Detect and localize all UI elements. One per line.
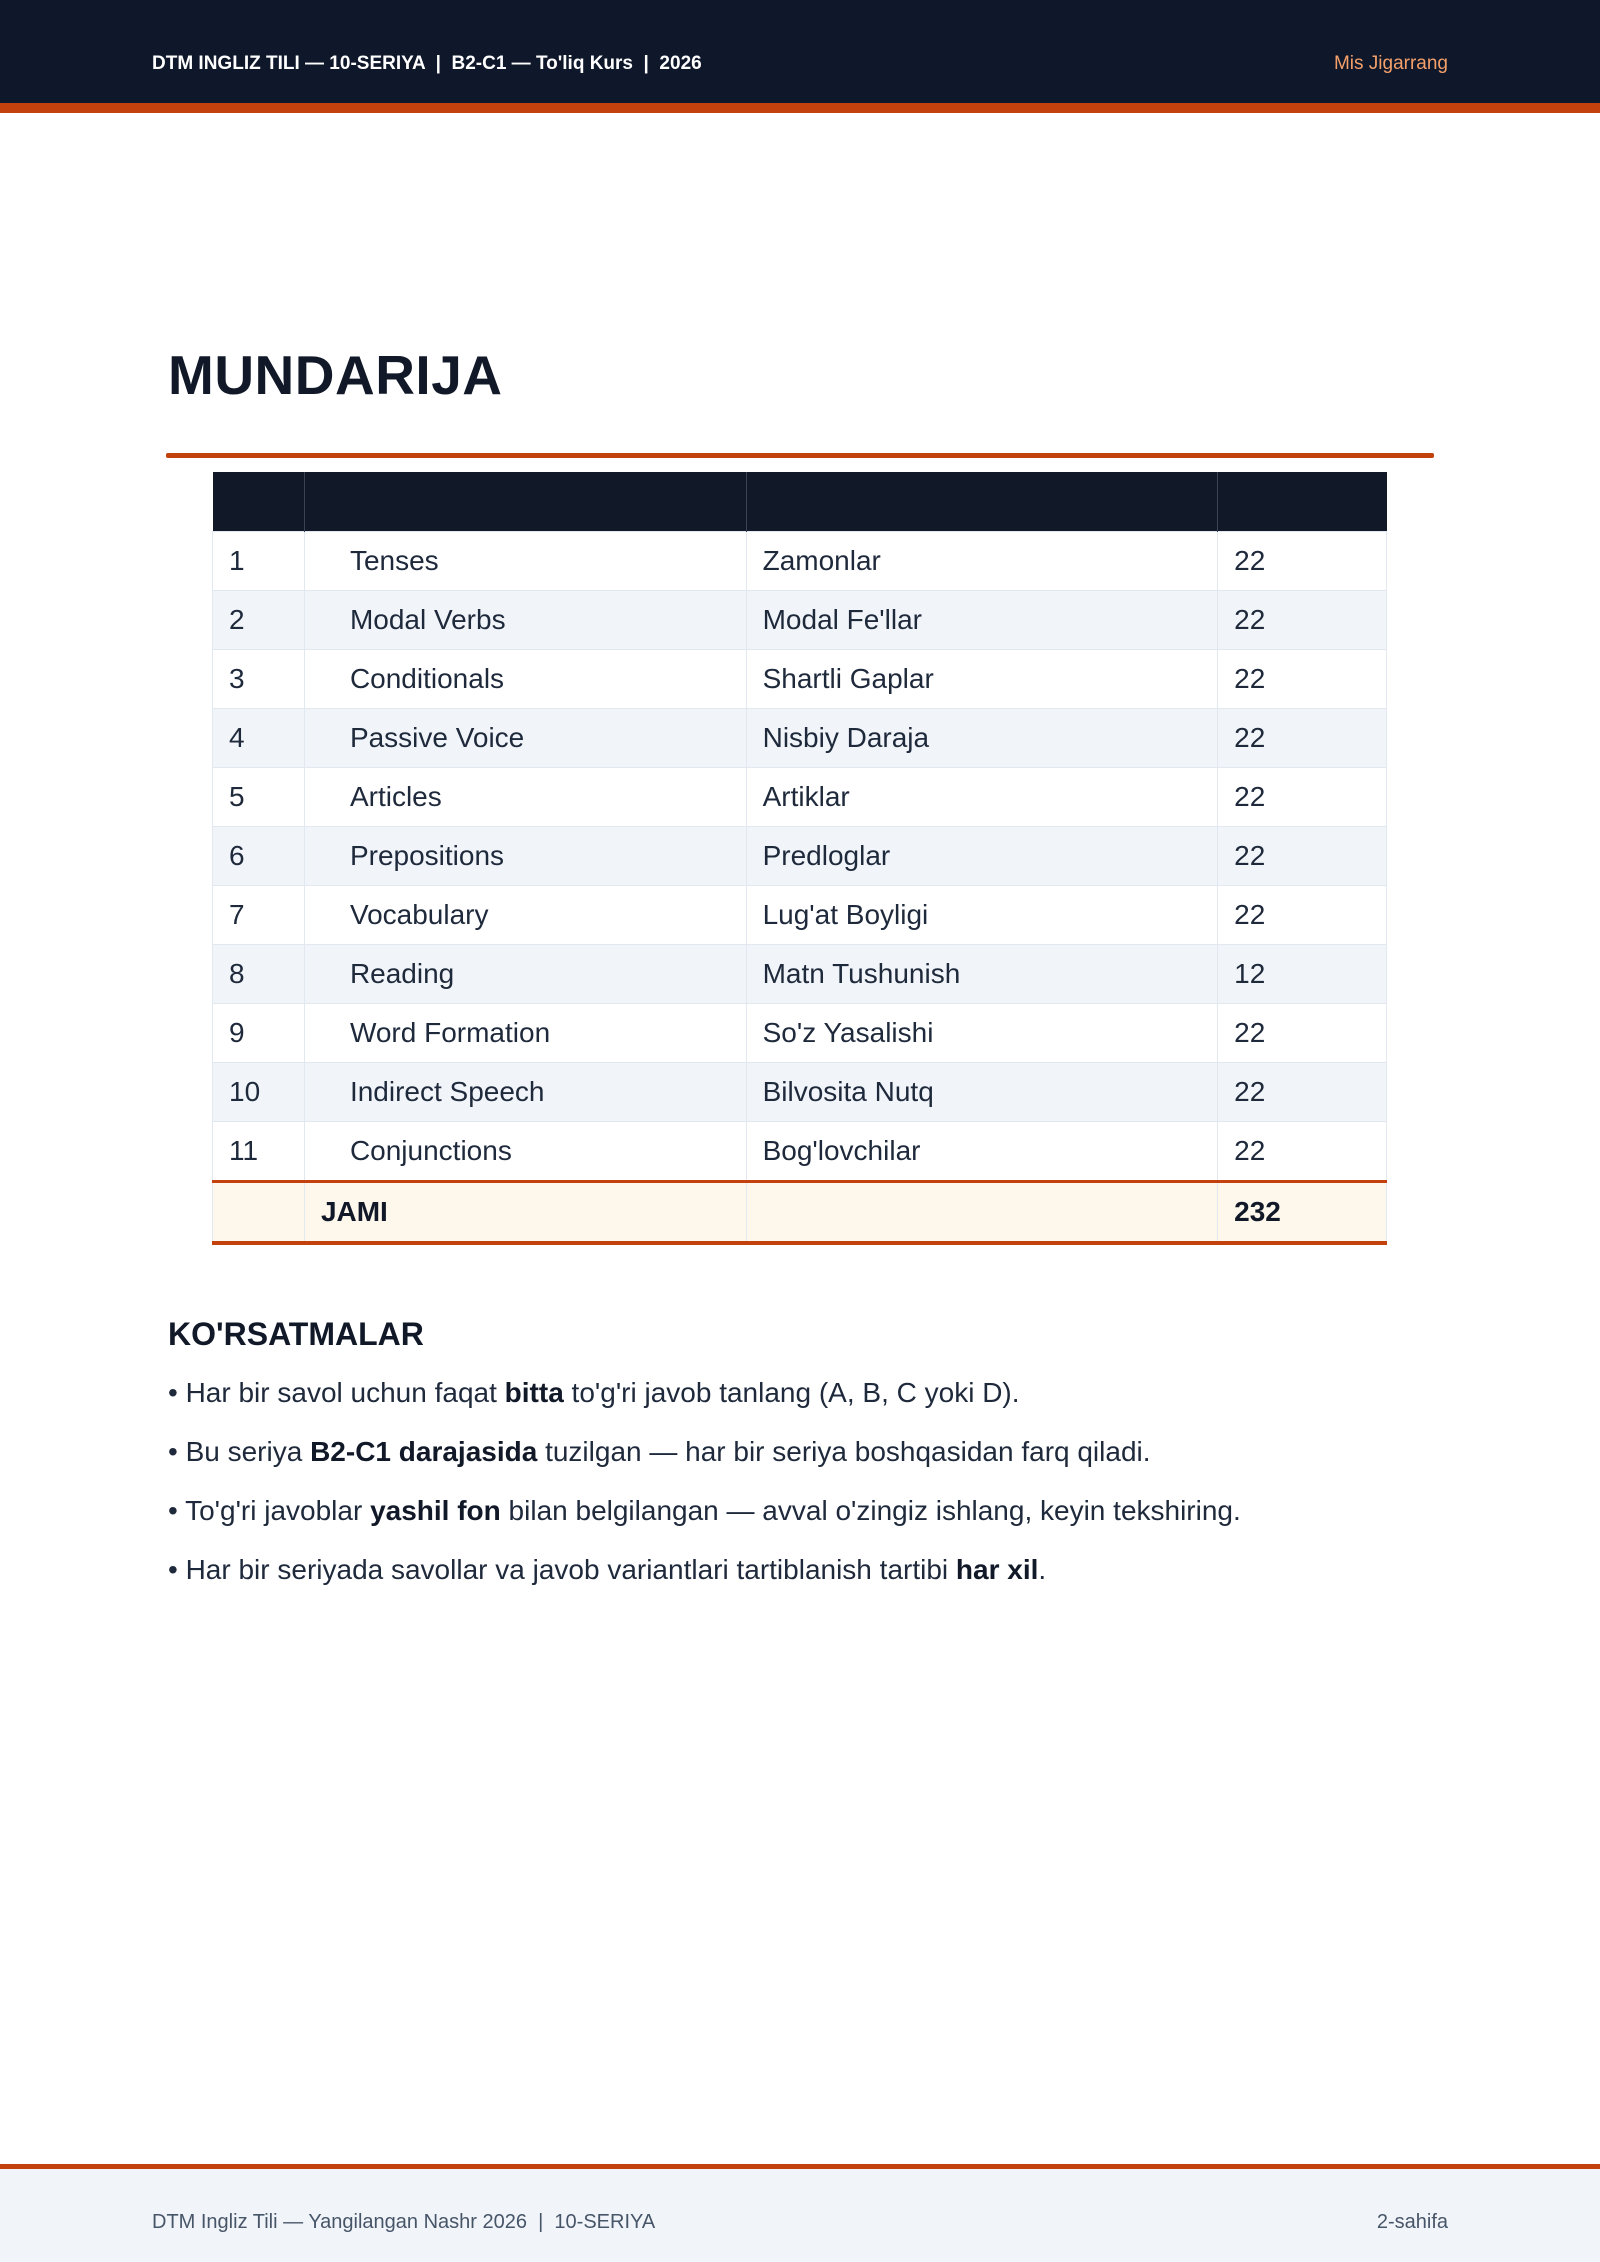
- instructions-list: [168, 1374, 1241, 1610]
- instruction-text: • Har bir savol uchun faqat: [168, 1377, 505, 1408]
- row-question-count: 22: [1218, 709, 1387, 768]
- row-topic: Tenses: [304, 532, 746, 591]
- instruction-text: • To'g'ri javoblar: [168, 1495, 371, 1526]
- table-row: [213, 886, 1387, 945]
- table-row: [213, 945, 1387, 1004]
- table-row: [213, 591, 1387, 650]
- table-row: [213, 1063, 1387, 1122]
- instruction-text: • Har bir seriyada savollar va javob variantlari tartiblanish tartibi: [168, 1554, 956, 1585]
- instruction-emphasis: B2-C1 darajasida: [310, 1436, 538, 1467]
- row-number: 6: [213, 827, 305, 886]
- row-number: 8: [213, 945, 305, 1004]
- table-row: [213, 768, 1387, 827]
- total-count: 232: [1218, 1182, 1387, 1244]
- total-empty-cell: [746, 1182, 1218, 1244]
- row-number: 5: [213, 768, 305, 827]
- row-question-count: 22: [1218, 532, 1387, 591]
- table-header-row: [213, 472, 1387, 532]
- page-number: 2-sahifa: [1376, 2211, 1448, 2233]
- row-question-count: 22: [1218, 886, 1387, 945]
- table-row: [213, 1122, 1387, 1182]
- table-row: [213, 709, 1387, 768]
- table-header-cell: [213, 472, 305, 532]
- row-topic-uz: Bilvosita Nutq: [746, 1063, 1218, 1122]
- instruction-item: [168, 1492, 1241, 1551]
- row-number: 3: [213, 650, 305, 709]
- table-header-cell: [304, 472, 746, 532]
- table-row: [213, 1004, 1387, 1063]
- total-empty-cell: [213, 1182, 305, 1244]
- instruction-text: • Bu seriya: [168, 1436, 311, 1467]
- row-question-count: 22: [1218, 827, 1387, 886]
- row-topic: Prepositions: [304, 827, 746, 886]
- row-topic: Conditionals: [304, 650, 746, 709]
- row-topic: Word Formation: [304, 1004, 746, 1063]
- instruction-text: tuzilgan — har bir seriya boshqasidan farq qiladi.: [537, 1436, 1151, 1467]
- table-header-cell: [746, 472, 1218, 532]
- row-question-count: 22: [1218, 591, 1387, 650]
- row-topic-uz: Shartli Gaplar: [746, 650, 1218, 709]
- row-topic: Conjunctions: [304, 1122, 746, 1182]
- row-question-count: 22: [1218, 768, 1387, 827]
- total-label: JAMI: [304, 1182, 746, 1244]
- row-topic-uz: Modal Fe'llar: [746, 591, 1218, 650]
- row-question-count: 12: [1218, 945, 1387, 1004]
- row-topic: Reading: [304, 945, 746, 1004]
- row-topic: Vocabulary: [304, 886, 746, 945]
- row-topic: Modal Verbs: [304, 591, 746, 650]
- instruction-item: [168, 1433, 1241, 1492]
- row-number: 1: [213, 532, 305, 591]
- page-header: [0, 0, 1600, 103]
- row-topic-uz: Nisbiy Daraja: [746, 709, 1218, 768]
- row-number: 2: [213, 591, 305, 650]
- row-topic-uz: Bog'lovchilar: [746, 1122, 1218, 1182]
- instruction-text: .: [1038, 1554, 1047, 1585]
- header-accent-stripe: [0, 103, 1600, 113]
- table-header-cell: [1218, 472, 1387, 532]
- table-row: [213, 650, 1387, 709]
- row-topic-uz: Zamonlar: [746, 532, 1218, 591]
- instruction-item: [168, 1551, 1241, 1610]
- row-number: 4: [213, 709, 305, 768]
- footer-edition: DTM Ingliz Tili — Yangilangan Nashr 2026 | 10-SERIYA: [152, 2211, 656, 2233]
- table-total-row: [213, 1182, 1387, 1244]
- row-topic: Passive Voice: [304, 709, 746, 768]
- header-title: DTM INGLIZ TILI — 10-SERIYA | B2-C1 — To'liq Kurs | 2026: [152, 53, 702, 74]
- row-topic-uz: Lug'at Boyligi: [746, 886, 1218, 945]
- instruction-text: bilan belgilangan — avval o'zingiz ishlang, keyin tekshiring.: [500, 1495, 1241, 1526]
- row-question-count: 22: [1218, 650, 1387, 709]
- row-topic: Articles: [304, 768, 746, 827]
- row-number: 7: [213, 886, 305, 945]
- instruction-emphasis: yashil fon: [370, 1495, 501, 1526]
- title-divider: [166, 453, 1434, 458]
- row-question-count: 22: [1218, 1122, 1387, 1182]
- row-topic-uz: Predloglar: [746, 827, 1218, 886]
- table-row: [213, 532, 1387, 591]
- row-topic: Indirect Speech: [304, 1063, 746, 1122]
- row-number: 10: [213, 1063, 305, 1122]
- row-question-count: 22: [1218, 1004, 1387, 1063]
- instructions-title: KO'RSATMALAR: [168, 1316, 424, 1352]
- instruction-item: [168, 1374, 1241, 1433]
- row-question-count: 22: [1218, 1063, 1387, 1122]
- row-topic-uz: So'z Yasalishi: [746, 1004, 1218, 1063]
- instruction-text: to'g'ri javob tanlang (A, B, C yoki D).: [563, 1377, 1020, 1408]
- contents-table: [212, 472, 1387, 1245]
- page-title: MUNDARIJA: [168, 344, 503, 406]
- header-theme-label: Mis Jigarrang: [1333, 53, 1448, 74]
- instruction-emphasis: har xil: [955, 1554, 1039, 1585]
- row-topic-uz: Matn Tushunish: [746, 945, 1218, 1004]
- row-topic-uz: Artiklar: [746, 768, 1218, 827]
- page-footer: [0, 2169, 1600, 2262]
- table-row: [213, 827, 1387, 886]
- row-number: 9: [213, 1004, 305, 1063]
- instruction-emphasis: bitta: [504, 1377, 564, 1408]
- row-number: 11: [213, 1122, 305, 1182]
